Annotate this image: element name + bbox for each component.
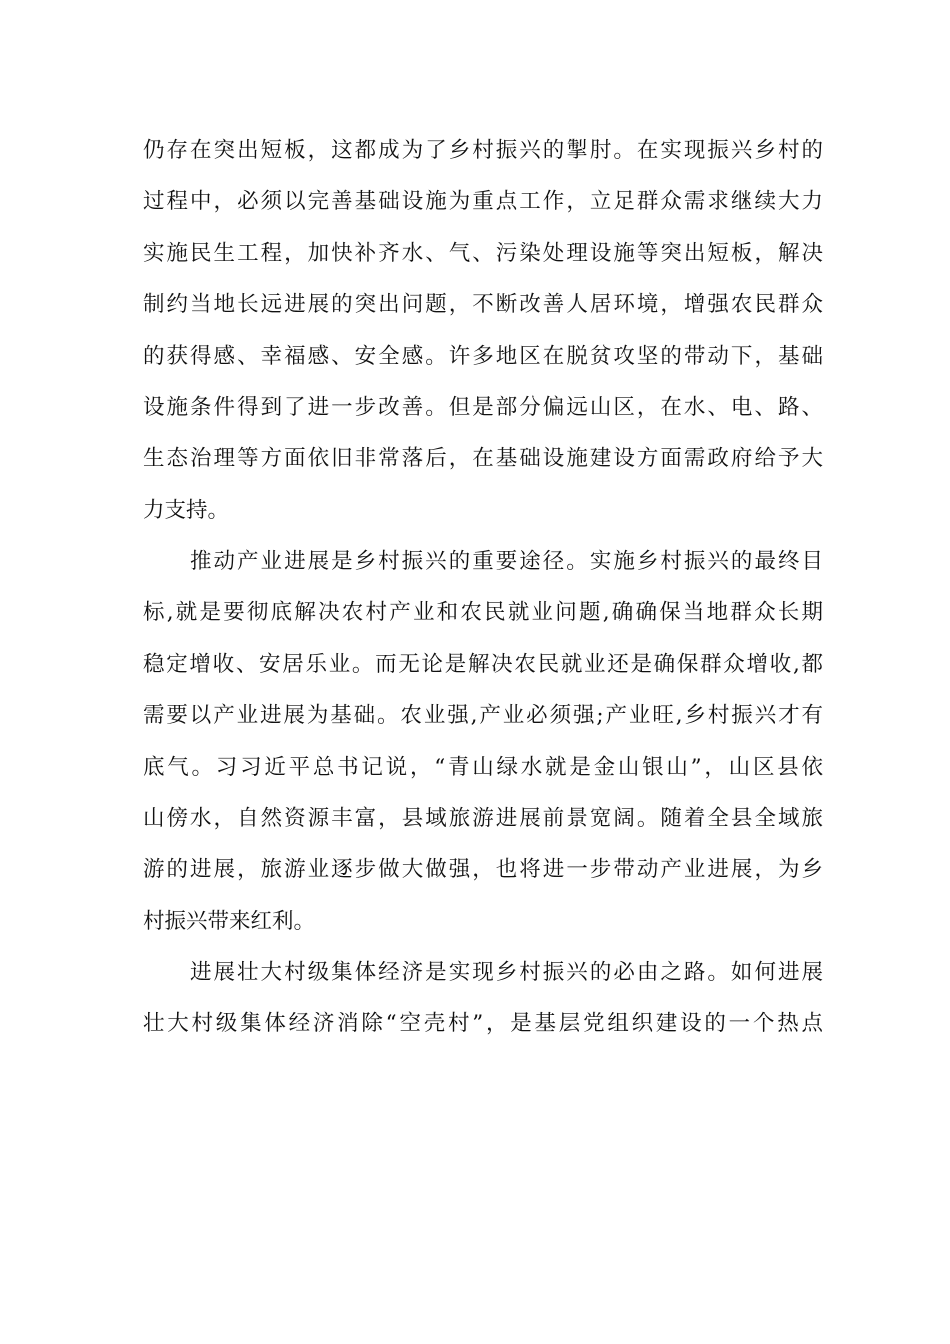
paragraph-line: 推动产业进展是乡村振兴的重要途径。实施乡村振兴的最终目 (190, 549, 823, 574)
paragraph-line: 进展壮大村级集体经济是实现乡村振兴的必由之路。如何进展 (190, 960, 823, 985)
paragraph-line: 的获得感、幸福感、安全感。许多地区在脱贫攻坚的带动下，基础 (143, 344, 823, 369)
paragraph-line: 过程中，必须以完善基础设施为重点工作，立足群众需求继续大力 (143, 189, 823, 214)
paragraph-line: 游的进展，旅游业逐步做大做强，也将进一步带动产业进展，为乡 (143, 857, 823, 882)
paragraph-line: 力支持。 (143, 498, 230, 523)
paragraph-line: 底气。习习近平总书记说，“青山绿水就是金山银山”，山区县依 (143, 755, 823, 780)
paragraph-line: 生态治理等方面依旧非常落后，在基础设施建设方面需政府给予大 (143, 446, 823, 471)
paragraph-line: 实施民生工程，加快补齐水、气、污染处理设施等突出短板，解决 (143, 241, 823, 266)
paragraph-line: 设施条件得到了进一步改善。但是部分偏远山区，在水、电、路、 (143, 395, 823, 420)
paragraph-line: 需要以产业进展为基础。农业强,产业必须强;产业旺,乡村振兴才有 (143, 703, 823, 728)
paragraph-line: 壮大村级集体经济消除“空壳村”，是基层党组织建设的一个热点 (143, 1011, 823, 1036)
paragraph-line: 村振兴带来红利。 (143, 909, 316, 934)
paragraph-line: 仍存在突出短板，这都成为了乡村振兴的掣肘。在实现振兴乡村的 (143, 138, 823, 163)
paragraph-line: 制约当地长远进展的突出问题，不断改善人居环境，增强农民群众 (143, 292, 823, 317)
paragraph-line: 山傍水，自然资源丰富，县域旅游进展前景宽阔。随着全县全域旅 (143, 806, 823, 831)
paragraph-line: 稳定增收、安居乐业。而无论是解决农民就业还是确保群众增收,都 (143, 652, 823, 677)
paragraph-line: 标,就是要彻底解决农村产业和农民就业问题,确确保当地群众长期 (143, 600, 823, 625)
